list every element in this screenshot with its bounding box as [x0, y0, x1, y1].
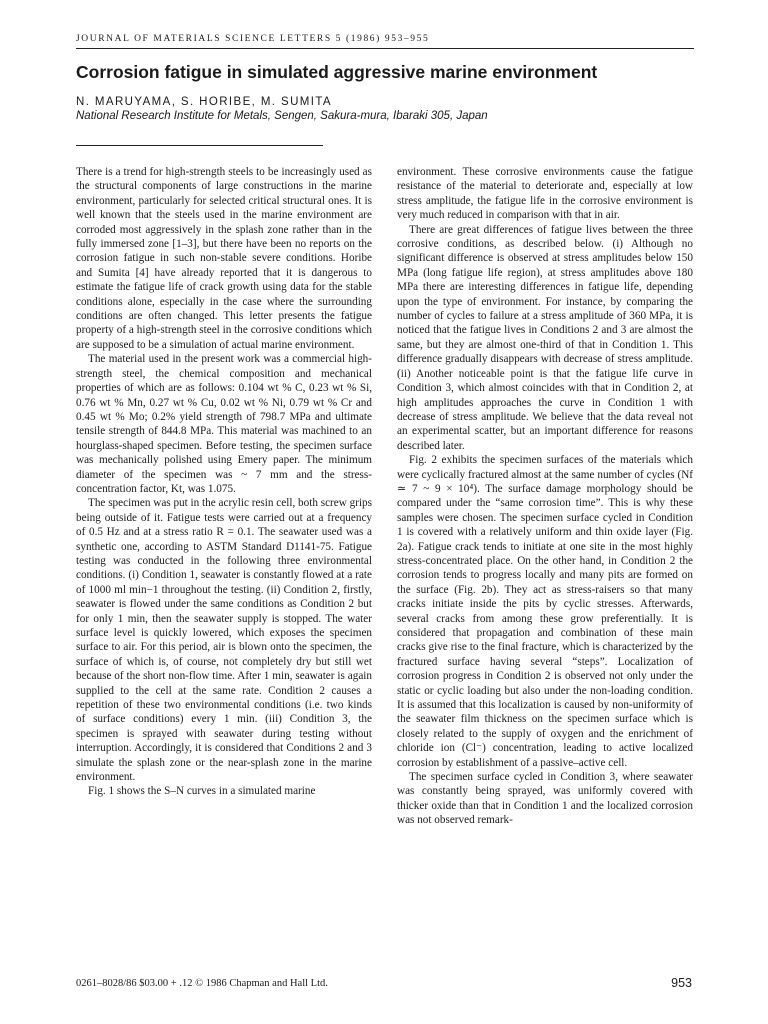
header-rule — [76, 48, 694, 49]
right-column — [397, 165, 693, 828]
left-column — [76, 165, 372, 799]
page-number: 953 — [671, 976, 692, 990]
paragraph-intro: There is a trend for high-strength steels to be increasingly used as the structural components of large constructions in the marine environment, particularly for selected critical structural ones. It is well known that the steels used in the marine environment are corroded most aggressively in the splash zone rather than in the fully immersed zone [1–3], but there have been no reports on the corrosion fatigue in such non-stable severe conditions. Horibe and Sumita [4] have already reported that it is dangerous to estimate the fatigue life of crack growth using data for the stable conditions alone, especially in the case where the surrounding conditions are often changed. This letter presents the fatigue property of a high-strength steel in the corrosive conditions which are supposed to be a simulation of actual marine environment. — [76, 166, 372, 351]
paragraph-method: The specimen was put in the acrylic resin cell, both screw grips being outside of it. Fatigue tests were carried out at a frequency of 0.5 Hz and at a stress ratio R = 0.1. The seawater used was a synthetic one, according to ASTM Standard D1141-75. Fatigue testing was conducted in the following three environmental conditions. (i) Condition 1, seawater is constantly flowed at a rate of 1000 ml min−1 throughout the testing. (ii) Condition 2, firstly, seawater is flowed under the same conditions as Condition 2 but for only 1 min, then the seawater supply is stopped. The water surface level is quickly lowered, which exposes the specimen surface to air. For this period, air is blown onto the specimen, the surface of which is, of course, not completely dry but still wet because of the short non-flow time. After 1 min, seawater is again supplied to the cell at the same rate. Condition 2 causes a repetition of these two environmental conditions (i.e. two kinds of surface conditions) every 1 min. (iii) Condition 3, the specimen is sprayed with seawater during testing without interruption. Accordingly, it is considered that Conditions 2 and 3 simulate the splash zone or the near-splash zone in the marine environment. — [76, 497, 372, 784]
journal-header: JOURNAL OF MATERIALS SCIENCE LETTERS 5 (1986) 953–955 — [76, 34, 430, 44]
article-title: Corrosion fatigue in simulated aggressive marine environment — [76, 62, 598, 82]
paragraph-condition3: The specimen surface cycled in Condition 3, where seawater was constantly being sprayed, was uniformly covered with thicker oxide than that in Condition 1 and the localized corrosion was not observed remark- — [397, 771, 693, 827]
author-affiliation: National Research Institute for Metals, Sengen, Sakura-mura, Ibaraki 305, Japan — [76, 110, 488, 122]
author-list: N. MARUYAMA, S. HORIBE, M. SUMITA — [76, 96, 332, 108]
paragraph-fig1-cont: environment. These corrosive environments cause the fatigue resistance of the material to deteriorate and, especially at low stress amplitude, the fatigue life in the corrosive environment is very much reduced in comparison with that in air. — [397, 166, 693, 222]
paragraph-fig2: Fig. 2 exhibits the specimen surfaces of the materials which were cyclically fractured almost at the same number of cycles (Nf ≃ 7 ~ 9 × 10⁴). The surface damage morphology should be compared under the “same corrosion time”. This is why these samples were chosen. The specimen surface cycled in Condition 1 is covered with a relatively uniform and thin oxide layer (Fig. 2a). Fatigue crack tends to initiate at one site in the most highly stress-concentrated place. On the other hand, in Condition 2 the corrosion tends to progress locally and many pits are formed on the surface (Fig. 2b). They act as stress-raisers so that many cracks initiate inside the pits by cyclic stresses. Afterwards, several cracks from among these grow preferentially. It is considered that propagation and combination of these main cracks give rise to the final fracture, which is characterized by the fractured surface having several “steps”. Localization of corrosion progress in Condition 2 is observed not only under the static or cyclic loading but also under the non-loading condition. It is assumed that this localization is caused by non-uniformity of the seawater film thickness on the specimen surface which is closely related to the supply of oxygen and the enrichment of chloride ion (Cl⁻) concentration, leading to active localized corrosion by establishment of a passive–active cell. — [397, 454, 693, 769]
paragraph-fig1-start: Fig. 1 shows the S–N curves in a simulated marine — [88, 785, 316, 798]
paragraph-material: The material used in the present work was a commercial high-strength steel, the chemical composition and mechanical properties of which are as follows: 0.104 wt % C, 0.23 wt % Si, 0.76 wt % Mn, 0.27 wt % Cu, 0.02 wt % Ni, 0.79 wt % Cr and 0.45 wt % Mo; 0.2% yield strength of 798.7 MPa and ultimate tensile strength of 844.8 MPa. This material was machined to an hourglass-shaped specimen. Before testing, the specimen surface was mechanically polished using Emery paper. The minimum diameter of the specimen was ~ 7 mm and the stress-concentration factor, Kt, was 1.075. — [76, 353, 372, 495]
footer-code: 0261–8028/86 $03.00 + .12 © 1986 Chapman and Hall Ltd. — [76, 978, 328, 989]
paragraph-differences: There are great differences of fatigue lives between the three corrosive conditions, as described below. (i) Although no significant difference is observed at stress amplitudes below 150 MPa (long fatigue life region), at stress amplitudes above 180 MPa there are interesting differences in fatigue life, depending upon the type of environment. For instance, by comparing the number of cycles to failure at a stress amplitude of 360 MPa, it is noticed that the fatigue lives in Conditions 2 and 3 are almost the same, but they are almost one-third of that in Condition 1. This difference gradually disappears with decrease of stress amplitude. (ii) Another noticeable point is that the fatigue life curve in Condition 3, which almost coincides with that in Condition 2, at high amplitudes approaches the curve in Condition 1 with decrease of stress amplitude. We believe that the data reveal not an experimental scatter, but an important difference for reasons described later. — [397, 223, 693, 452]
abstract-rule — [76, 145, 323, 146]
